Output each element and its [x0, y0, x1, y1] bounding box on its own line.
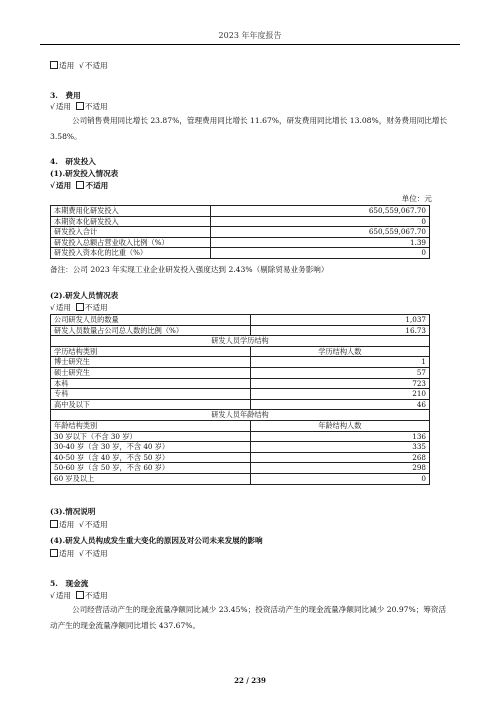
- checkbox-unchecked-icon: [76, 303, 84, 311]
- option-applicable: 适用: [55, 303, 72, 312]
- check-mark-icon: √: [79, 520, 84, 529]
- table-cell-value: 1,037: [250, 315, 429, 326]
- table-cell-value: 268: [250, 452, 429, 463]
- subsection-rd-input-title: (1).研发投入情况表: [50, 169, 119, 178]
- check-mark-icon: √: [79, 549, 84, 558]
- checkbox-unchecked-icon: [76, 102, 84, 110]
- table-row: [51, 357, 430, 368]
- table-cell-value: 650,559,067.70: [210, 227, 429, 238]
- table-cell-value: 136: [250, 431, 429, 442]
- option-applicable: 适用: [59, 520, 75, 529]
- table-cell-label: 50-60 岁（含 50 岁，不含 60 岁）: [51, 463, 251, 474]
- table-row: [51, 399, 430, 410]
- checkbox-unchecked-icon: [50, 520, 58, 528]
- table-row: [51, 463, 430, 474]
- unit-label: 单位：元: [401, 194, 432, 203]
- check-mark-icon: √: [79, 61, 84, 70]
- table-cell-value: 46: [250, 399, 429, 410]
- section-4-title: 4. 研发投入: [50, 157, 96, 166]
- table-cell-label: 专科: [51, 389, 251, 400]
- table-cell-value: 650,559,067.70: [210, 206, 429, 217]
- table-cell-value: 0: [210, 248, 429, 259]
- table-column-header: 年龄结构人数: [250, 420, 429, 431]
- table-row: [51, 227, 430, 238]
- table-cell-value: 57: [250, 367, 429, 378]
- table-cell-label: 40-50 岁（含 40 岁，不含 50 岁）: [51, 452, 251, 463]
- table-cell-value: 1.39: [210, 237, 429, 248]
- subsection-rd-staff-title: (2).研发人员情况表: [50, 291, 119, 300]
- checkbox-unchecked-icon: [76, 591, 84, 599]
- table-cell-value: 0: [250, 473, 429, 484]
- table-cell-label: 研发投入资本化的比重（%）: [51, 248, 211, 259]
- checkbox-unchecked-icon: [50, 549, 58, 557]
- section-3-text: 公司销售费用同比增长 23.87%，管理费用同比增长 11.67%，研发费用同比增长 13.08%，财务费用同比增长 3.58%。: [50, 116, 448, 141]
- check-mark-icon: √: [50, 591, 55, 600]
- section-5-text: 公司经营活动产生的现金流量净额同比减少 23.45%；投资活动产生的现金流量净额同比减少 20.97%；筹资活动产生的现金流量净额同比增长 437.67%。: [50, 605, 447, 630]
- table-cell-label: 本科: [51, 378, 251, 389]
- page-header: 2023 年年度报告: [40, 30, 460, 45]
- choice-staff-change: [50, 548, 108, 559]
- table-cell-value: 298: [250, 463, 429, 474]
- table-cell-label: 研发投入合计: [51, 227, 211, 238]
- option-not-applicable: 不适用: [84, 591, 108, 600]
- table-cell-value: 723: [250, 378, 429, 389]
- table-row: [51, 452, 430, 463]
- section-5-title: 5. 现金流: [50, 579, 89, 588]
- option-not-applicable: 不适用: [84, 549, 108, 558]
- table-column-header: 学历结构人数: [250, 346, 429, 357]
- table-cell-value: 1: [250, 357, 429, 368]
- table-section-header: 研发人员年龄结构: [51, 410, 430, 421]
- table-cell-label: 博士研究生: [51, 357, 251, 368]
- table-row: [51, 325, 430, 336]
- table-row: [51, 420, 430, 431]
- option-applicable: 适用: [55, 591, 72, 600]
- choice-rd-input: [50, 180, 108, 191]
- option-not-applicable: 不适用: [84, 520, 108, 529]
- option-applicable: 适用: [59, 549, 75, 558]
- rd-input-table: [50, 205, 430, 259]
- table-cell-label: 60 岁及以上: [51, 473, 251, 484]
- table-row: [51, 216, 430, 227]
- check-mark-icon: √: [50, 102, 55, 111]
- table-row: [51, 389, 430, 400]
- table-row: [51, 431, 430, 442]
- rd-input-table-body: [51, 206, 430, 259]
- choice-explanation: [50, 519, 108, 530]
- table-cell-label: 硕士研究生: [51, 367, 251, 378]
- table-cell-value: 0: [210, 216, 429, 227]
- checkbox-unchecked-icon: [50, 61, 58, 69]
- section-3-title: 3. 费用: [50, 91, 81, 100]
- check-mark-icon: √: [50, 303, 55, 312]
- table-cell-label: 研发人员数量占公司总人数的比例（%）: [51, 325, 251, 336]
- table-cell-label: 本期费用化研发投入: [51, 206, 211, 217]
- table-cell-value: 210: [250, 389, 429, 400]
- table-row: [51, 410, 430, 421]
- table-row: [51, 206, 430, 217]
- table-row: [51, 367, 430, 378]
- option-not-applicable: 不适用: [84, 61, 108, 70]
- option-applicable: 适用: [56, 181, 72, 190]
- table-column-header: 年龄结构类别: [51, 420, 251, 431]
- option-not-applicable: 不适用: [84, 102, 108, 111]
- table-row: [51, 378, 430, 389]
- table-row: [51, 248, 430, 259]
- option-not-applicable: 不适用: [85, 181, 109, 190]
- table-row: [51, 237, 430, 248]
- table-cell-label: 研发投入总额占营业收入比例（%）: [51, 237, 211, 248]
- table-cell-label: 公司研发人员的数量: [51, 315, 251, 326]
- table-row: [51, 315, 430, 326]
- subsection-staff-change-title: (4).研发人员构成发生重大变化的原因及对公司未来发展的影响: [50, 536, 263, 545]
- page-number: 22 / 239: [234, 676, 266, 685]
- option-not-applicable: 不适用: [84, 303, 108, 312]
- table-column-header: 学历结构类别: [51, 346, 251, 357]
- table-cell-value: 16.73: [250, 325, 429, 336]
- option-applicable: 适用: [59, 61, 75, 70]
- table-cell-label: 30 岁以下（不含 30 岁）: [51, 431, 251, 442]
- table-cell-label: 高中及以下: [51, 399, 251, 410]
- choice-sec3: [50, 101, 108, 112]
- table-cell-label: 本期资本化研发投入: [51, 216, 211, 227]
- rd-input-note: 备注：公司 2023 年实现工业企业研发投入强度达到 2.43%（剔除贸易业务影响）: [50, 265, 329, 274]
- check-mark-icon: √: [50, 181, 55, 190]
- subsection-explanation-title: (3).情况说明: [50, 507, 96, 516]
- table-cell-value: 335: [250, 442, 429, 453]
- option-applicable: 适用: [55, 102, 72, 111]
- choice-rd-staff: [50, 302, 108, 313]
- choice-top: [50, 60, 108, 71]
- checkbox-unchecked-icon: [76, 181, 84, 189]
- table-row: [51, 473, 430, 484]
- rd-staff-table-body: [51, 315, 430, 485]
- table-row: [51, 442, 430, 453]
- table-row: [51, 336, 430, 347]
- choice-sec5: [50, 590, 108, 601]
- table-section-header: 研发人员学历结构: [51, 336, 430, 347]
- table-cell-label: 30-40 岁（含 30 岁，不含 40 岁）: [51, 442, 251, 453]
- rd-staff-table: [50, 314, 430, 485]
- table-row: [51, 346, 430, 357]
